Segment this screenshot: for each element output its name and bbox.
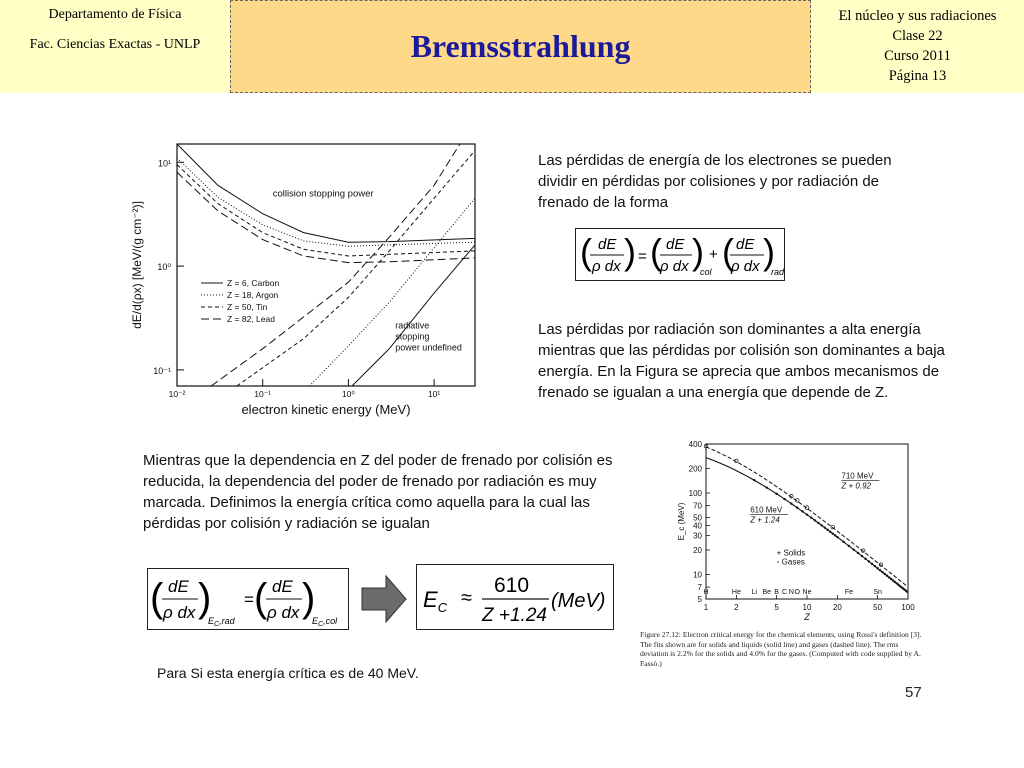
x-tick-label: 10⁰ [341,389,355,399]
solid-data-point [868,560,870,562]
eq1-rhodx-rad: ρ dx [731,258,760,275]
eq2-equals: = [244,590,254,609]
eq3-unit: (MeV) [551,590,606,612]
equation-2-render [148,569,348,629]
solids-fit-curve [706,458,908,593]
plot-frame [706,444,908,599]
x-tick-label: 50 [873,603,883,612]
figure-caption: Figure 27.12: Electron critical energy for the chemical elements, using Rossi's definition [3]. The fits shown are for solids and liquids (solid line) and gases (dashed line). The rms deviation is 2.2% for the solids and 4.0% for the gases. (Computed with code supplied by A. Fassò.) [640,630,922,668]
element-label: Sn [873,589,882,596]
svg-text:): ) [763,231,775,272]
x-tick-label: 20 [832,603,842,612]
eq2-rhodx-right: ρ dx [267,603,300,622]
paragraph-critical-energy: Mientras que la dependencia en Z del poder de frenado por colisión es reducida, la dependencia del poder de frenado por radiación es muy marcada. Definimos la energía crítica como aquella para la cual las pérdidas por colisión y radiación se igualan [143,452,613,532]
y-tick-label: 40 [693,521,702,531]
y-tick-label: 10⁻¹ [153,365,171,376]
solid-data-point [861,555,863,557]
element-label: N [788,589,794,596]
x-tick-label: 100 [901,603,915,612]
y-tick-label: 10⁰ [157,262,171,273]
course-topic-label: El núcleo y sus radiaciones [838,8,997,24]
y-tick-label: 20 [693,545,702,555]
eq2-rhodx-left: ρ dx [163,603,196,622]
x-axis-label: Z [804,612,810,622]
eq1-dE-rad: dE [736,236,755,253]
critical-energy-chart [660,438,920,628]
x-tick-label: 10 [802,603,812,612]
equation-1-render [576,229,784,280]
fit-710-denominator: Z + 0.92 [841,481,871,491]
eq1-rad-sub: rad [771,267,784,277]
y-tick-label: 10¹ [157,158,171,169]
solid-data-point [848,545,850,547]
y-tick-label: 10 [693,570,702,580]
solid-data-point [876,567,878,569]
collision-curve [177,172,475,262]
element-label: He [731,589,741,596]
critical-energy-condition [147,568,349,630]
x-axis-label: electron kinetic energy (MeV) [241,402,411,417]
paragraph-radiation-dominance: Las pérdidas por radiación son dominantes a alta energía mientras que las pérdidas por colisión son dominantes a baja energía. En la Figura se aprecia que ambos mecanismos de frenado se igualan a una energía que depende de Z. [538,321,945,401]
solid-data-point [879,569,881,571]
solid-data-point [790,502,792,504]
fit-710-numerator: 710 MeV [841,471,874,481]
solid-data-point [886,575,888,577]
solid-data-point [801,510,803,512]
solid-data-point [832,532,834,534]
y-tick-label: 70 [693,501,702,511]
legend-gases: ◦ Gases [776,557,805,567]
course-year-label: Curso 2011 [884,48,951,64]
element-label: Ne [802,589,812,596]
x-tick-label: 10¹ [427,389,441,399]
page-label: Página 13 [888,68,947,84]
legend-label: Z = 6, Carbon [227,278,280,288]
stopping-power-equation [575,228,785,281]
y-tick-label: 7 [697,583,702,593]
eq1-dE-col: dE [666,236,685,253]
solid-data-point [834,534,836,536]
solid-data-point [829,531,831,533]
solid-data-point [783,498,785,500]
solid-data-point [853,548,855,550]
svg-text:(: ( [254,576,268,620]
eq2-ec-right: $E_C,col$ [312,616,338,628]
svg-text:(: ( [722,231,734,272]
solid-data-point [814,519,816,521]
eq1-equals: = [638,248,647,265]
x-tick-label: 5 [774,603,779,612]
eq3-denominator: Z +1.24 [482,605,547,626]
element-label: H [703,589,709,596]
right-arrow-icon [358,574,408,624]
paragraph-energy-loss: Las pérdidas de energía de los electrones se pueden dividir en pérdidas por colisiones y por radiación de frenado de la forma [538,152,892,211]
critical-energy-formula [416,564,614,630]
solid-data-point [775,493,777,495]
y-axis-label: E_c (MeV) [677,502,686,541]
paragraph-silicon: Para Si esta energía crítica es de 40 MeV. [157,665,419,681]
eq3-numerator: 610 [494,574,530,597]
svg-text:(: ( [580,231,592,272]
solid-data-point [766,486,768,488]
legend-label: Z = 82, Lead [227,314,275,324]
department-label: Departamento de Física [48,7,182,22]
gases-fit-curve [706,447,908,587]
eq2-ec-left: $E_C,rad$ [208,616,235,628]
solid-data-point [824,526,826,528]
element-label: O [794,589,800,596]
y-tick-label: 30 [693,531,702,541]
x-tick-label: 10⁻² [168,389,186,399]
solid-data-point [826,529,828,531]
element-label: Be [762,589,772,596]
radiative-curve [309,198,475,386]
solid-data-point [890,578,892,580]
x-tick-label: 1 [703,603,709,612]
solid-data-point [857,552,859,554]
solid-data-point [881,571,883,573]
solid-data-point [806,513,808,515]
y-tick-label: 100 [688,489,702,499]
svg-text:): ) [198,576,212,620]
svg-text:): ) [692,231,704,272]
stopping-power-chart [125,132,485,422]
y-tick-label: 5 [697,595,702,604]
fit-610-numerator: 610 MeV [750,505,783,515]
legend-solids: + Solids [776,548,806,558]
radiative-annotation-2: stopping [395,331,430,342]
eq1-rhodx-col: ρ dx [660,258,689,275]
solid-data-point [874,565,876,567]
svg-text:): ) [624,231,636,272]
x-tick-label: 2 [734,603,739,612]
collision-curve [177,165,475,256]
solid-data-point [836,536,838,538]
equation-3-render [417,565,613,629]
fit-610-denominator: Z + 1.24 [750,515,780,525]
eq3-approx: ≈ [461,587,472,609]
solid-data-point [821,524,823,526]
y-axis-label: dE/d(ρx) [MeV/(g cm⁻²)] [130,201,144,329]
svg-text:(: ( [650,231,662,272]
solid-data-point [884,573,886,575]
y-tick-label: 200 [688,464,702,474]
legend-label: Z = 50, Tin [227,302,268,312]
element-label: Fe [844,589,853,596]
legend-label: Z = 18, Argon [227,290,279,300]
element-label: Li [751,589,757,596]
solid-data-point [796,507,798,509]
page-number: 57 [905,684,922,701]
collision-annotation: collision stopping power [272,188,374,200]
solid-data-point [810,516,812,518]
y-tick-label: 50 [693,513,702,523]
header-right-box [811,0,1024,93]
page-title: Bremsstrahlung [410,28,631,64]
element-label: C [782,589,788,596]
radiative-curve [352,245,475,386]
solid-data-point [871,563,873,565]
eq3-ec: $E_C$ [423,587,448,615]
solid-data-point [842,541,844,543]
radiative-annotation-3: power undefined [395,342,462,353]
eq1-rhodx-lhs: ρ dx [592,258,621,275]
solid-data-point [906,590,908,592]
class-number-label: Clase 22 [892,28,943,44]
eq1-plus: + [709,246,718,263]
eq2-dE-right: dE [272,577,293,596]
header-title-box [230,0,811,93]
faculty-label: Fac. Ciencias Exactas - UNLP [29,37,201,52]
eq2-dE-left: dE [168,577,189,596]
solid-data-point [888,576,890,578]
radiative-annotation-1: radiative [395,320,430,331]
eq1-dE-lhs: dE [598,236,617,253]
solid-data-point [753,479,755,481]
solid-data-point [817,522,819,524]
svg-text:(: ( [150,576,164,620]
eq1-col-sub: col [700,267,712,277]
element-label: B [774,589,779,596]
solid-data-point [864,558,866,560]
x-tick-label: 10⁻¹ [254,389,272,399]
svg-text:): ) [302,576,316,620]
header-left-box [0,0,230,93]
y-tick-label: 400 [688,440,702,449]
